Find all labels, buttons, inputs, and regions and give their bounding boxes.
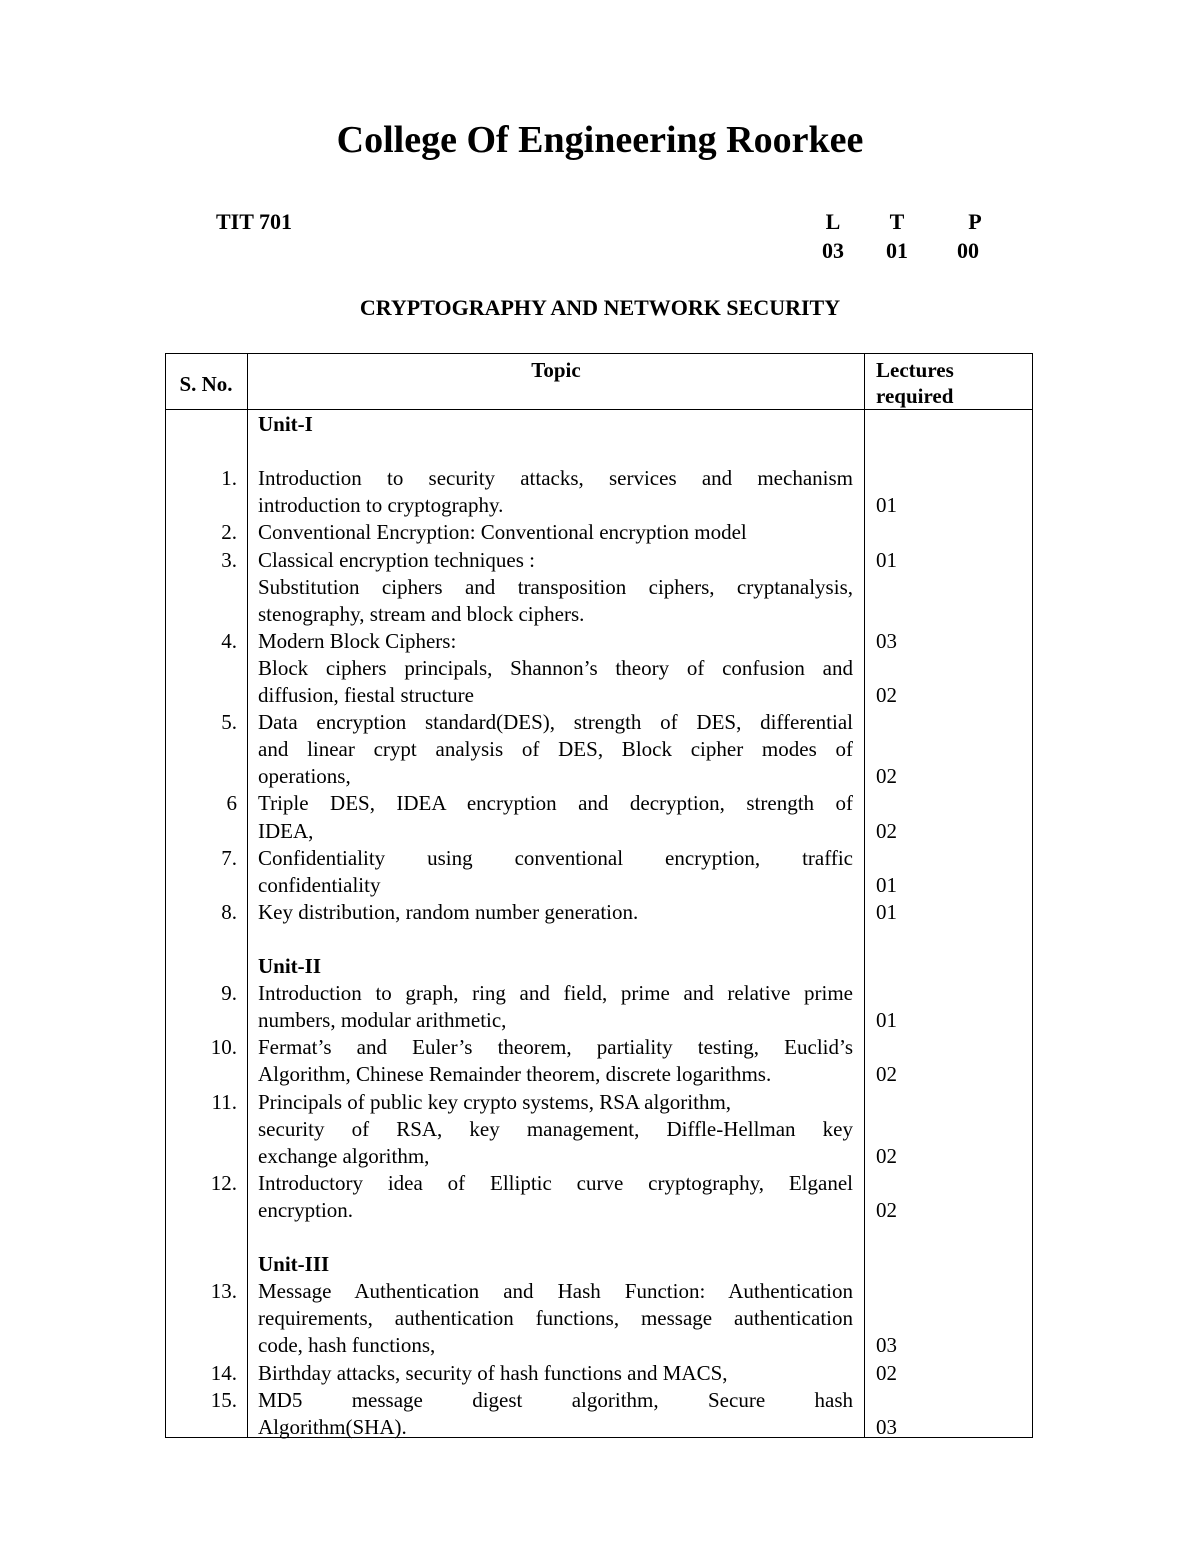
topic-text: code, hash functions, xyxy=(258,1333,436,1357)
serial-number: 13. xyxy=(210,1279,237,1303)
header-lectures: Lectures xyxy=(876,358,954,382)
topic-text: Fermat’s and Euler’s theorem, partiality testing, Euclid’s xyxy=(258,1035,853,1059)
topic-text: Introductory idea of Elliptic curve cryptography, Elganel xyxy=(258,1171,853,1195)
topic-text: Classical encryption techniques : xyxy=(258,548,536,572)
table-divider-lectures xyxy=(864,353,865,1438)
topic-text: MD5 message digest algorithm, Secure hash xyxy=(258,1388,853,1412)
topic-text: Block ciphers principals, Shannon’s theory of confusion and xyxy=(258,656,853,680)
lectures-required: 03 xyxy=(876,1333,897,1357)
topic-text: Algorithm(SHA). xyxy=(258,1415,407,1439)
ltp-value-t: 01 xyxy=(886,238,908,263)
ltp-header-t: T xyxy=(889,209,905,234)
topic-text: Key distribution, random number generation. xyxy=(258,900,639,924)
lectures-required: 01 xyxy=(876,548,897,572)
topic-text: Data encryption standard(DES), strength of DES, differential xyxy=(258,710,853,734)
topic-text: IDEA, xyxy=(258,819,314,843)
serial-number: 3. xyxy=(221,548,237,572)
serial-number: 2. xyxy=(221,520,237,544)
topic-text: requirements, authentication functions, message authentication xyxy=(258,1306,853,1330)
lectures-required: 02 xyxy=(876,1062,897,1086)
serial-number: 11. xyxy=(211,1090,237,1114)
topic-text: security of RSA, key management, Diffle-Hellman key xyxy=(258,1117,853,1141)
lectures-required: 02 xyxy=(876,764,897,788)
lectures-required: 02 xyxy=(876,1144,897,1168)
serial-number: 1. xyxy=(221,466,237,490)
header-required: required xyxy=(876,384,954,408)
serial-number: 5. xyxy=(221,710,237,734)
topic-text: Substitution ciphers and transposition ciphers, cryptanalysis, xyxy=(258,575,853,599)
topic-text: introduction to cryptography. xyxy=(258,493,504,517)
topic-text: numbers, modular arithmetic, xyxy=(258,1008,507,1032)
lectures-required: 01 xyxy=(876,1008,897,1032)
topic-text: and linear crypt analysis of DES, Block cipher modes of xyxy=(258,737,853,761)
serial-number: 15. xyxy=(210,1388,237,1412)
lectures-required: 01 xyxy=(876,493,897,517)
topic-text: Birthday attacks, security of hash functions and MACS, xyxy=(258,1361,728,1385)
lectures-required: 03 xyxy=(876,629,897,653)
header-topic: Topic xyxy=(531,358,581,382)
unit-heading: Unit-III xyxy=(258,1252,330,1276)
lectures-required: 02 xyxy=(876,683,897,707)
table-divider-sno xyxy=(247,353,248,1438)
lectures-required: 02 xyxy=(876,1361,897,1385)
ltp-value-p: 00 xyxy=(957,238,979,263)
serial-number: 4. xyxy=(221,629,237,653)
topic-text: Introduction to graph, ring and field, prime and relative prime xyxy=(258,981,853,1005)
serial-number: 7. xyxy=(221,846,237,870)
topic-text: exchange algorithm, xyxy=(258,1144,430,1168)
ltp-header-l: L xyxy=(825,209,841,234)
ltp-value-l: 03 xyxy=(822,238,844,263)
course-code: TIT 701 xyxy=(216,209,293,234)
serial-number: 8. xyxy=(221,900,237,924)
lectures-required: 02 xyxy=(876,819,897,843)
lectures-required: 02 xyxy=(876,1198,897,1222)
serial-number: 6 xyxy=(226,791,237,815)
topic-text: Conventional Encryption: Conventional encryption model xyxy=(258,520,747,544)
topic-text: Algorithm, Chinese Remainder theorem, discrete logarithms. xyxy=(258,1062,772,1086)
lectures-required: 01 xyxy=(876,900,897,924)
subject-title: CRYPTOGRAPHY AND NETWORK SECURITY xyxy=(359,295,841,320)
topic-text: operations, xyxy=(258,764,351,788)
college-title: College Of Engineering Roorkee xyxy=(336,119,864,161)
lectures-required: 03 xyxy=(876,1415,897,1439)
serial-number: 10. xyxy=(210,1035,237,1059)
lectures-required: 01 xyxy=(876,873,897,897)
serial-number: 12. xyxy=(210,1171,237,1195)
topic-text: Introduction to security attacks, services and mechanism xyxy=(258,466,853,490)
header-sno: S. No. xyxy=(179,372,233,396)
topic-text: Modern Block Ciphers: xyxy=(258,629,457,653)
serial-number: 14. xyxy=(210,1361,237,1385)
ltp-header-p: P xyxy=(968,209,982,234)
topic-text: stenography, stream and block ciphers. xyxy=(258,602,585,626)
topic-text: Principals of public key crypto systems, RSA algorithm, xyxy=(258,1090,732,1114)
topic-text: Message Authentication and Hash Function: Authentication xyxy=(258,1279,853,1303)
serial-number: 9. xyxy=(221,981,237,1005)
topic-text: Confidentiality using conventional encryption, traffic xyxy=(258,846,853,870)
topic-text: diffusion, fiestal structure xyxy=(258,683,474,707)
topic-text: Triple DES, IDEA encryption and decryption, strength of xyxy=(258,791,853,815)
unit-heading: Unit-I xyxy=(258,412,313,436)
topic-text: encryption. xyxy=(258,1198,354,1222)
unit-heading: Unit-II xyxy=(258,954,322,978)
topic-text: confidentiality xyxy=(258,873,381,897)
